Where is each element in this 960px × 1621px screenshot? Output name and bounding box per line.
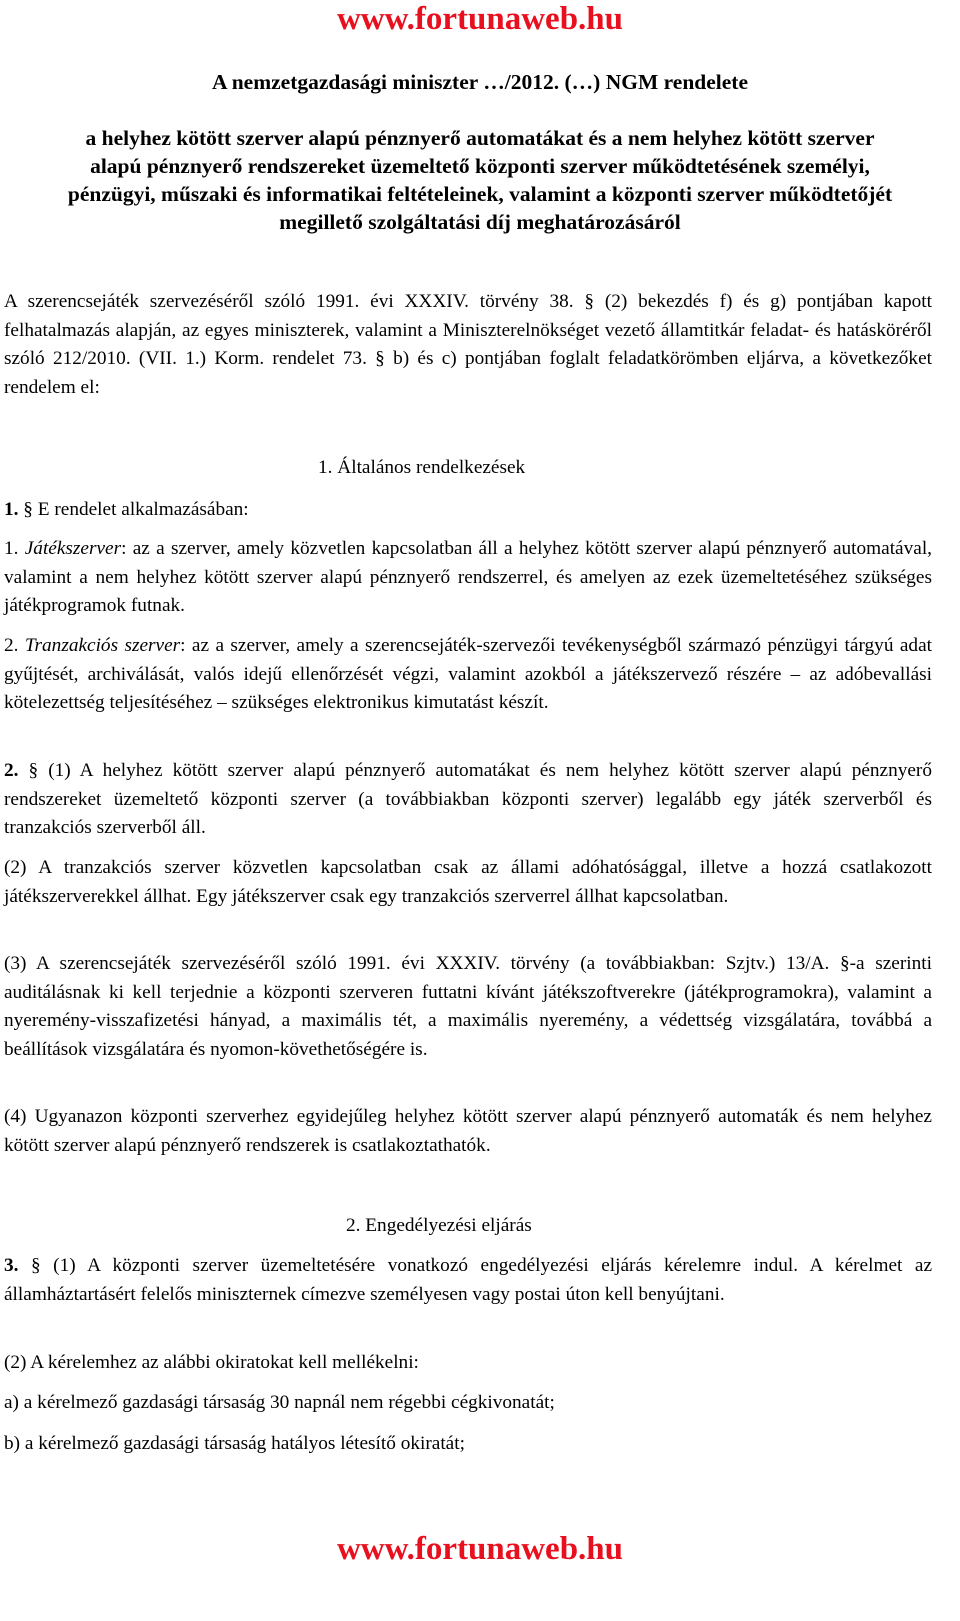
section-number: 3.: [4, 1255, 19, 1276]
watermark-bottom: www.fortunaweb.hu: [336, 1531, 624, 1567]
definition-text: : az a szerver, amely közvetlen kapcsolatban áll a helyhez kötött szerver alapú pénznyerő automatával, valamint a nem helyhez kötött szerver alapú pénznyerő rendszerrel, és amelyen az ezek üzemeltetéséhez szükséges játékprogramok futnak.: [4, 538, 932, 616]
watermark-top: www.fortunaweb.hu: [336, 1, 624, 37]
section-2-para-3: (3) A szerencsejáték szervezéséről szóló 1991. évi XXXIV. törvény (a továbbiakban: Szjtv.) 13/A. §-a szerinti auditálásnak ki kell terjednie a központi szerveren futtatni kívánt játékszoftverekre (játékprogramokra), valamint a nyeremény-visszafizetési hányad, a maximális tét, a maximális nyeremény, a védettség vizsgálatára, továbbá a beállítások vizsgálatára és nyomon-követhetőségére is.: [4, 953, 932, 1060]
section-3-para-2: (2) A kérelemhez az alábbi okiratokat kell mellékelni:: [4, 1352, 419, 1373]
section-number: 1.: [4, 499, 19, 520]
definition-1: [4, 535, 932, 621]
definition-text: : az a szerver, amely a szerencsejáték-szervezői tevékenységből származó pénzügyi tárgyú adat gyűjtését, archiválását, valós idejű ellenőrzését végzi, valamint azokból a játékszervező részére – az adóbevallási kötelezettség teljesítéséhez – szükséges elektronikus kimutatást készít.: [4, 635, 932, 713]
section-2-para-1: [4, 757, 932, 843]
list-item-a: a) a kérelmező gazdasági társaság 30 napnál nem régebbi cégkivonatát;: [4, 1392, 555, 1413]
decree-subtitle: a helyhez kötött szerver alapú pénznyerő automatákat és a nem helyhez kötött szerver alapú pénznyerő rendszereket üzemeltető központi szerver működtetésének személyi, pénzügyi, műszaki és informatikai feltételeinek, valamint a központi szerver működtetőjét megillető szolgáltatási díj meghatározásáról: [67, 126, 893, 234]
decree-title: A nemzetgazdasági miniszter …/2012. (…) NGM rendelete: [212, 70, 748, 94]
list-item-b: b) a kérelmező gazdasági társaság hatályos létesítő okiratát;: [4, 1433, 465, 1454]
section-text: § (1) A helyhez kötött szerver alapú pénznyerő automatákat és nem helyhez kötött szerver alapú pénznyerő rendszereket üzemeltető központi szerver (a továbbiakban központi szerver) legalább egy játék szerverből és tranzakciós szerverből áll.: [4, 760, 932, 838]
definition-term: Játékszerver: [24, 538, 122, 559]
section-3-para-1: [4, 1252, 932, 1309]
section-2-para-2: (2) A tranzakciós szerver közvetlen kapcsolatban csak az állami adóhatósággal, illetve a hozzá csatlakozott játékszerverekkel állhat. Egy játékszerver csak egy tranzakciós szerverrel állhat kapcsolatban.: [4, 857, 932, 907]
section-text: § (1) A központi szerver üzemeltetésére vonatkozó engedélyezési eljárás kérelemre indul. A kérelmet az államháztartásért felelős miniszternek címezve személyesen vagy postai úton kell benyújtani.: [4, 1255, 932, 1305]
section-text: § E rendelet alkalmazásában:: [18, 499, 249, 520]
definition-2: [4, 632, 932, 718]
section-2-para-4: (4) Ugyanazon központi szerverhez egyidejűleg helyhez kötött szerver alapú pénznyerő automaták és nem helyhez kötött szerver alapú pénznyerő rendszerek is csatlakoztathatók.: [4, 1106, 932, 1156]
definition-term: Tranzakciós szerver: [24, 635, 181, 656]
definition-number: 2.: [4, 635, 19, 656]
section-heading-licensing: 2. Engedélyezési eljárás: [346, 1215, 532, 1236]
section-1-intro: [4, 496, 932, 525]
preamble: A szerencsejáték szervezéséről szóló 1991. évi XXXIV. törvény 38. § (2) bekezdés f) és g) pontjában kapott felhatalmazás alapján, az egyes miniszterek, valamint a Miniszterelnökséget vezető államtitkár feladat- és hatásköréről szóló 212/2010. (VII. 1.) Korm. rendelet 73. § b) és c) pontjában foglalt feladatkörömben eljárva, a következőket rendelem el:: [4, 291, 932, 398]
section-number: 2.: [4, 760, 19, 781]
section-heading-general: 1. Általános rendelkezések: [318, 457, 526, 478]
definition-number: 1.: [4, 538, 19, 559]
